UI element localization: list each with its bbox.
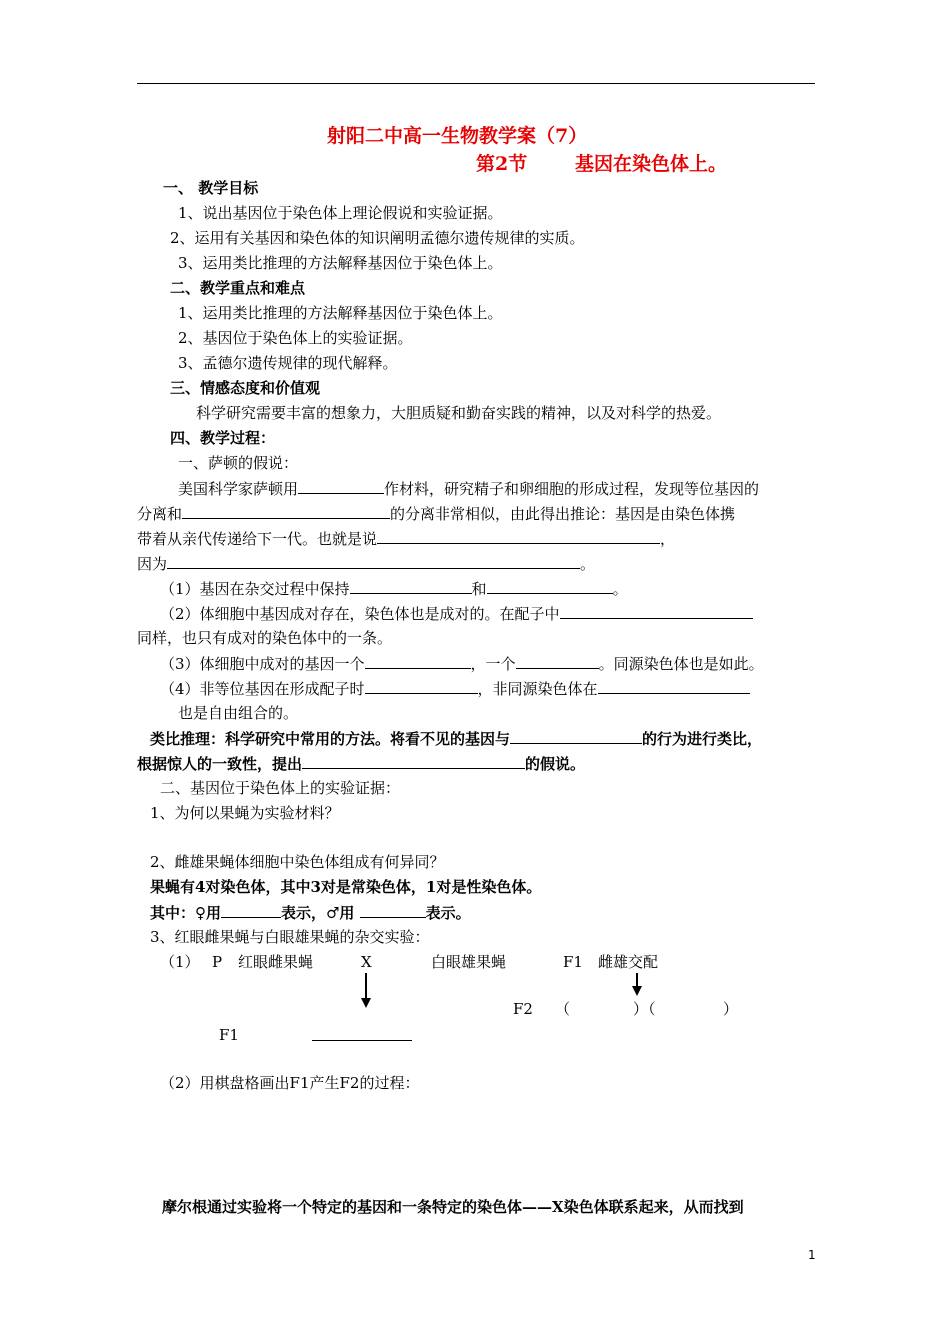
objective-1: 1、说出基因位于染色体上理论假说和实验证据。 xyxy=(178,204,503,222)
text: 其中：♀用 xyxy=(150,904,221,922)
heading-objectives: 一、 教学目标 xyxy=(163,179,259,197)
fill-blank[interactable] xyxy=(487,578,613,594)
sutton-line-1 xyxy=(178,478,759,499)
page-number: 1 xyxy=(808,1248,816,1262)
analogy-line-2 xyxy=(137,753,585,774)
cross-x: X xyxy=(361,953,372,971)
point-2 xyxy=(160,603,753,624)
f2-paren-mid: ）（ xyxy=(633,1000,656,1018)
keypoint-3: 3、孟德尔遗传规律的现代解释。 xyxy=(178,354,398,372)
cross-p: P xyxy=(212,953,223,971)
text: 作材料，研究精子和卵细胞的形成过程，发现等位基因的 xyxy=(384,480,760,498)
text: 表示。 xyxy=(425,904,471,922)
analogy-line-1 xyxy=(150,728,762,749)
cross-female: 红眼雌果蝇 xyxy=(238,953,314,971)
cross-f1: F1 xyxy=(563,953,583,971)
f2-label: F2 xyxy=(513,1000,533,1018)
sutton-heading: 一、萨顿的假说： xyxy=(178,454,299,472)
text: 的分离非常相似，由此得出推论：基因是由染色体携 xyxy=(390,505,736,523)
text: （2）体细胞中基因成对存在，染色体也是成对的。在配子中 xyxy=(160,605,560,623)
fill-blank[interactable] xyxy=(377,528,660,544)
fill-blank[interactable] xyxy=(516,653,599,669)
fruitfly-chromosomes: 果蝇有4对染色体，其中3对是常染色体，1对是性染色体。 xyxy=(150,878,542,896)
fill-blank[interactable] xyxy=(598,678,750,694)
text: （4）非等位基因在形成配子时 xyxy=(160,680,365,698)
text: 。同源染色体也是如此。 xyxy=(598,655,764,673)
sutton-line-4 xyxy=(137,553,595,574)
point-3 xyxy=(160,653,764,674)
sutton-line-3 xyxy=(137,528,675,549)
text: 的行为进行类比， xyxy=(642,730,763,748)
heading-keypoints: 二、教学重点和难点 xyxy=(170,279,306,297)
section-number: 第2节 xyxy=(476,153,528,175)
fill-blank[interactable] xyxy=(182,503,390,519)
fill-blank[interactable] xyxy=(560,603,753,619)
fill-blank[interactable] xyxy=(510,728,642,744)
keypoint-1: 1、运用类比推理的方法解释基因位于染色体上。 xyxy=(178,304,503,322)
sutton-line-2 xyxy=(137,503,735,524)
question-1: 1、为何以果蝇为实验材料？ xyxy=(150,804,340,822)
point-2-cont: 同样，也只有成对的染色体中的一条。 xyxy=(137,629,393,647)
question-3: 3、红眼雌果蝇与白眼雄果蝇的杂交实验： xyxy=(150,928,430,946)
cross-male: 白眼雄果蝇 xyxy=(431,953,507,971)
values-text: 科学研究需要丰富的想象力，大胆质疑和勤奋实践的精神，以及对科学的热爱。 xyxy=(196,404,722,422)
text: （3）体细胞中成对的基因一个 xyxy=(160,655,365,673)
evidence-heading: 二、基因位于染色体上的实验证据： xyxy=(160,779,401,797)
text: 。 xyxy=(580,555,596,573)
fill-blank[interactable] xyxy=(167,553,580,569)
question-2: 2、雌雄果蝇体细胞中染色体组成有何异同？ xyxy=(150,853,445,871)
text: 根据惊人的一致性，提出 xyxy=(137,755,303,773)
fill-blank[interactable] xyxy=(298,478,384,494)
fill-blank[interactable] xyxy=(365,678,478,694)
text: 和 xyxy=(471,580,487,598)
section-topic: 基因在染色体上。 xyxy=(575,153,728,175)
heading-process: 四、教学过程： xyxy=(170,429,276,447)
f2-paren-close: ） xyxy=(723,1000,739,1018)
page-title: 射阳二中高一生物教学案（7） xyxy=(327,125,588,147)
punnett-question: （2）用棋盘格画出F1产生F2的过程： xyxy=(160,1074,420,1092)
f1-answer-line[interactable] xyxy=(312,1040,412,1041)
cross-mating: 雌雄交配 xyxy=(598,953,659,971)
f2-paren-open: （ xyxy=(555,1000,571,1018)
text: 表示，♂用 xyxy=(280,904,360,922)
f1-label: F1 xyxy=(219,1026,239,1044)
point-1 xyxy=(160,578,628,599)
objective-3: 3、运用类比推理的方法解释基因位于染色体上。 xyxy=(178,254,503,272)
text: 的假说。 xyxy=(525,755,586,773)
text: （1）基因在杂交过程中保持 xyxy=(160,580,350,598)
fill-blank[interactable] xyxy=(221,902,281,918)
morgan-conclusion: 摩尔根通过实验将一个特定的基因和一条特定的染色体——X染色体联系起来，从而找到 xyxy=(162,1198,744,1216)
text: ，一个 xyxy=(470,655,516,673)
cross-label: （1） xyxy=(160,953,200,971)
text: ， xyxy=(660,530,676,548)
point-4-cont: 也是自由组合的。 xyxy=(178,704,299,722)
point-4 xyxy=(160,678,750,699)
text: 类比推理：科学研究中常用的方法。将看不见的基因与 xyxy=(150,730,511,748)
text: 带着从亲代传递给下一代。也就是说 xyxy=(137,530,378,548)
objective-2: 2、运用有关基因和染色体的知识阐明孟德尔遗传规律的实质。 xyxy=(170,229,585,247)
fill-blank[interactable] xyxy=(365,653,471,669)
text: 。 xyxy=(612,580,628,598)
sex-notation xyxy=(150,902,471,923)
text: 因为 xyxy=(137,555,168,573)
fill-blank[interactable] xyxy=(302,753,525,769)
text: ，非同源染色体在 xyxy=(477,680,598,698)
fill-blank[interactable] xyxy=(350,578,472,594)
header-rule xyxy=(137,83,815,84)
text: 分离和 xyxy=(137,505,183,523)
text: 美国科学家萨顿用 xyxy=(178,480,299,498)
heading-values: 三、情感态度和价值观 xyxy=(170,379,321,397)
keypoint-2: 2、基因位于染色体上的实验证据。 xyxy=(178,329,413,347)
fill-blank[interactable] xyxy=(360,902,426,918)
